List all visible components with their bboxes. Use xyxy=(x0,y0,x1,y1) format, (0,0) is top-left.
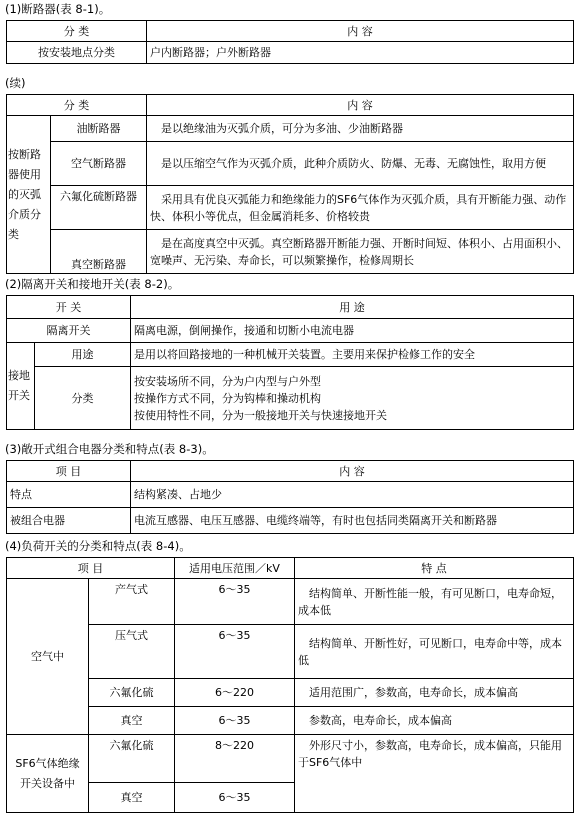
header-item: 项 目 xyxy=(7,558,175,579)
feature-vacuum: 参数高，电寿命长，成本偏高 xyxy=(295,707,574,735)
earthing-class-line: 按操作方式不同，分为钩棒和操动机构 xyxy=(134,391,321,405)
voltage-gas-generating: 6～35 xyxy=(175,579,295,625)
table-8-2-caption: (2)隔离开关和接地开关(表 8-2)。 xyxy=(5,277,180,291)
content-sf6: 采用具有优良灭弧能力和绝缘能力的SF6气体作为灭弧介质，具有开断能力强、动作快、体积小等优点，但金属消耗多、价格较贵 xyxy=(147,186,574,230)
type-oil: 油断路器 xyxy=(51,116,147,142)
type-compressed-air: 压气式 xyxy=(89,625,175,679)
header-voltage: 适用电压范围／kV xyxy=(175,558,295,579)
voltage-vacuum-gis: 6～35 xyxy=(175,783,295,813)
type-vacuum: 真空 xyxy=(89,707,175,735)
feature-content: 结构紧凑、占地少 xyxy=(131,482,574,508)
voltage-sf6: 6～220 xyxy=(175,679,295,707)
type-gas-generating: 产气式 xyxy=(89,579,175,625)
earthing-class-content xyxy=(131,367,574,430)
type-sf6-gis: 六氟化硫 xyxy=(89,735,175,783)
table-8-1-caption: (1)断路器(表 8-1)。 xyxy=(5,2,111,16)
earthing-class-line: 按使用特性不同，分为一般接地开关与快速接地开关 xyxy=(134,408,387,422)
table-8-1-continued xyxy=(6,94,574,274)
header-category: 分 类 xyxy=(7,21,147,42)
header-content: 内 容 xyxy=(131,461,574,482)
table-8-4 xyxy=(6,557,574,813)
feature-compressed-air: 结构简单、开断性好，可见断口，电寿命中等，成本低 xyxy=(295,625,574,679)
content-air: 是以压缩空气作为灭弧介质，此种介质防火、防爆、无毒、无腐蚀性，取用方便 xyxy=(147,142,574,186)
table-8-1 xyxy=(6,20,574,64)
row-label: 按安装地点分类 xyxy=(7,42,147,64)
type-vacuum: 真空断路器 xyxy=(51,230,147,274)
type-air: 空气断路器 xyxy=(51,142,147,186)
table-8-1-cont-caption: (续) xyxy=(5,76,26,90)
type-sf6: 六氟化硫断路器 xyxy=(51,186,147,230)
header-usage: 用 途 xyxy=(131,296,574,319)
header-content: 内 容 xyxy=(147,95,574,116)
combined-content: 电流互感器、电压互感器、电缆终端等，有时也包括同类隔离开关和断路器 xyxy=(131,508,574,534)
group-air: 空气中 xyxy=(7,579,89,735)
earthing-class-line: 按安装场所不同，分为户内型与户外型 xyxy=(134,374,321,388)
table-8-3-caption: (3)敞开式组合电器分类和特点(表 8-3)。 xyxy=(5,442,214,456)
earthing-use-content: 是用以将回路接地的一种机械开关装置。主要用来保护检修工作的安全 xyxy=(131,343,574,367)
header-content: 内 容 xyxy=(147,21,574,42)
group-sf6-gis: SF6气体绝缘开关设备中 xyxy=(7,735,89,813)
table-8-4-caption: (4)负荷开关的分类和特点(表 8-4)。 xyxy=(5,539,191,553)
voltage-sf6-gis: 8～220 xyxy=(175,735,295,783)
feature-label: 特点 xyxy=(7,482,131,508)
earthing-switch-label: 接地开关 xyxy=(7,343,35,430)
group-label-medium: 按断路器使用的灭弧介质分类 xyxy=(7,116,51,274)
voltage-vacuum: 6～35 xyxy=(175,707,295,735)
isolator-content: 隔离电源，倒闸操作，接通和切断小电流电器 xyxy=(131,319,574,343)
header-feature: 特 点 xyxy=(295,558,574,579)
combined-label: 被组合电器 xyxy=(7,508,131,534)
header-switch: 开 关 xyxy=(7,296,131,319)
header-category: 分 类 xyxy=(7,95,147,116)
table-8-2 xyxy=(6,295,574,430)
header-item: 项 目 xyxy=(7,461,131,482)
type-vacuum-gis: 真空 xyxy=(89,783,175,813)
feature-sf6: 适用范围广，参数高，电寿命长，成本偏高 xyxy=(295,679,574,707)
feature-gas-generating: 结构简单、开断性能一般，有可见断口，电寿命短，成本低 xyxy=(295,579,574,625)
earthing-class-label: 分类 xyxy=(35,367,131,430)
isolator-label: 隔离开关 xyxy=(7,319,131,343)
content-oil: 是以绝缘油为灭弧介质，可分为多油、少油断路器 xyxy=(147,116,574,142)
earthing-use-label: 用途 xyxy=(35,343,131,367)
content-vacuum: 是在高度真空中灭弧。真空断路器开断能力强、开断时间短、体积小、占用面积小、宽噪声、无污染、寿命长，可以频繁操作，检修周期长 xyxy=(147,230,574,274)
table-8-3 xyxy=(6,460,574,534)
voltage-compressed-air: 6～35 xyxy=(175,625,295,679)
type-sf6: 六氟化硫 xyxy=(89,679,175,707)
row-content: 户内断路器；户外断路器 xyxy=(147,42,574,64)
feature-sf6-gis: 外形尺寸小，参数高，电寿命长，成本偏高，只能用于SF6气体中 xyxy=(295,735,574,813)
